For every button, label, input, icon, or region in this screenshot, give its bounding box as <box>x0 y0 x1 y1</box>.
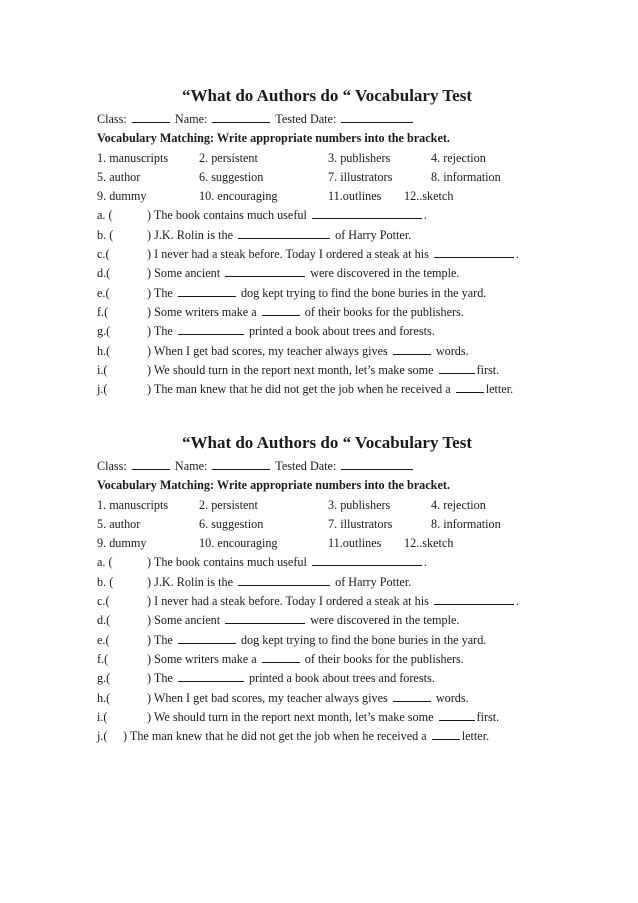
question-letter: b. ( <box>97 227 114 242</box>
answer-blank[interactable] <box>439 709 475 721</box>
question-i <box>97 361 557 380</box>
question-b <box>97 573 557 592</box>
answer-blank[interactable] <box>178 670 244 682</box>
vocab-item: 1. manuscripts <box>97 150 169 165</box>
question-letter: b. ( <box>97 574 114 589</box>
question-text: ) Some writers make a of their books for the publishers. <box>147 651 464 666</box>
question-text: ) The printed a book about trees and forests. <box>147 324 435 339</box>
question-letter: g.( <box>97 324 111 339</box>
answer-blank[interactable] <box>393 690 431 702</box>
question-letter: c.( <box>97 594 110 609</box>
answer-blank[interactable] <box>178 285 236 297</box>
question-text: ) Some ancient were discovered in the temple. <box>147 613 460 628</box>
test-title: “What do Authors do “ Vocabulary Test <box>181 433 473 452</box>
name-label: Name: <box>174 459 208 473</box>
question-h <box>97 342 557 361</box>
vocab-item: 10. encouraging <box>199 189 278 204</box>
question-text: ) The man knew that he did not get the job when he received a letter. <box>147 382 514 397</box>
tested-date-label: Tested Date: <box>275 459 337 473</box>
question-c <box>97 245 557 264</box>
answer-blank[interactable] <box>434 593 514 605</box>
question-g <box>97 669 557 688</box>
answer-blank[interactable] <box>393 343 431 355</box>
question-letter: f.( <box>97 304 109 319</box>
question-h <box>97 689 557 708</box>
question-letter: i.( <box>97 362 108 377</box>
vocab-item: 1. manuscripts <box>97 497 169 512</box>
vocab-item: 5. author <box>97 516 141 531</box>
question-j <box>97 727 557 746</box>
instruction-text: Vocabulary Matching: Write appropriate numbers into the bracket. <box>97 478 450 493</box>
answer-blank[interactable] <box>225 265 305 277</box>
answer-blank[interactable] <box>238 574 330 586</box>
answer-blank[interactable] <box>178 632 236 644</box>
vocab-item: 7. illustrators <box>328 516 393 531</box>
vocab-item: 9. dummy <box>97 189 147 204</box>
student-info-line <box>97 457 557 476</box>
answer-blank[interactable] <box>456 381 484 393</box>
vocab-row <box>97 515 557 534</box>
question-text: ) I never had a steak before. Today I ordered a steak at his . <box>147 247 519 262</box>
question-letter: c.( <box>97 247 110 262</box>
question-letter: j.( <box>97 382 108 397</box>
question-text: ) I never had a steak before. Today I ordered a steak at his . <box>147 594 519 609</box>
vocab-row <box>97 534 557 553</box>
tested-date-blank[interactable] <box>341 458 413 470</box>
vocab-item: 7. illustrators <box>328 169 393 184</box>
answer-blank[interactable] <box>262 304 300 316</box>
question-a <box>97 206 557 225</box>
vocab-row <box>97 168 557 187</box>
question-letter: h.( <box>97 690 111 705</box>
question-text: ) We should turn in the report next month, let’s make some first. <box>147 709 500 724</box>
question-text: ) The man knew that he did not get the job when he received a letter. <box>123 729 490 744</box>
vocabulary-test-1 <box>97 84 557 399</box>
question-letter: f.( <box>97 651 109 666</box>
vocab-item: 12..sketch <box>404 536 454 551</box>
question-d <box>97 611 557 630</box>
question-f <box>97 303 557 322</box>
question-text: ) When I get bad scores, my teacher always gives words. <box>147 343 469 358</box>
answer-blank[interactable] <box>312 554 422 566</box>
vocab-item: 11.outlines <box>328 536 382 551</box>
question-letter: h.( <box>97 343 111 358</box>
question-letter: e.( <box>97 285 110 300</box>
vocab-item: 4. rejection <box>431 150 486 165</box>
name-blank[interactable] <box>212 111 270 123</box>
class-label: Class: <box>97 112 127 126</box>
question-text: ) The dog kept trying to find the bone buries in the yard. <box>147 285 487 300</box>
instruction-text: Vocabulary Matching: Write appropriate numbers into the bracket. <box>97 131 450 146</box>
answer-blank[interactable] <box>225 612 305 624</box>
vocab-item: 3. publishers <box>328 497 391 512</box>
question-letter: i.( <box>97 709 108 724</box>
question-g <box>97 322 557 341</box>
question-j <box>97 380 557 399</box>
question-c <box>97 592 557 611</box>
tested-date-label: Tested Date: <box>275 112 337 126</box>
vocab-row <box>97 149 557 168</box>
question-text: ) J.K. Rolin is the of Harry Potter. <box>147 227 412 242</box>
answer-blank[interactable] <box>434 246 514 258</box>
test-title: “What do Authors do “ Vocabulary Test <box>181 86 473 105</box>
question-letter: d.( <box>97 613 111 628</box>
question-letter: a. ( <box>97 555 113 570</box>
vocab-item: 2. persistent <box>199 150 258 165</box>
question-letter: e.( <box>97 632 110 647</box>
vocab-item: 8. information <box>431 516 501 531</box>
name-label: Name: <box>174 112 208 126</box>
class-blank[interactable] <box>132 458 170 470</box>
question-text: ) Some ancient were discovered in the temple. <box>147 266 460 281</box>
question-letter: d.( <box>97 266 111 281</box>
class-label: Class: <box>97 459 127 473</box>
vocab-item: 3. publishers <box>328 150 391 165</box>
question-text: ) The dog kept trying to find the bone buries in the yard. <box>147 632 487 647</box>
vocab-row <box>97 187 557 206</box>
question-text: ) We should turn in the report next month, let’s make some first. <box>147 362 500 377</box>
question-a <box>97 553 557 572</box>
answer-blank[interactable] <box>432 728 460 740</box>
name-blank[interactable] <box>212 458 270 470</box>
question-text: ) The book contains much useful . <box>147 555 427 570</box>
vocab-item: 11.outlines <box>328 189 382 204</box>
vocabulary-test-2 <box>97 431 557 746</box>
answer-blank[interactable] <box>312 207 422 219</box>
vocab-item: 2. persistent <box>199 497 258 512</box>
answer-blank[interactable] <box>238 227 330 239</box>
vocab-item: 4. rejection <box>431 497 486 512</box>
question-e <box>97 284 557 303</box>
vocab-item: 8. information <box>431 169 501 184</box>
vocab-item: 10. encouraging <box>199 536 278 551</box>
question-text: ) The book contains much useful . <box>147 208 427 223</box>
answer-blank[interactable] <box>262 651 300 663</box>
vocab-item: 6. suggestion <box>199 169 264 184</box>
question-text: ) Some writers make a of their books for the publishers. <box>147 304 464 319</box>
answer-blank[interactable] <box>178 323 244 335</box>
question-letter: j.( <box>97 729 108 744</box>
answer-blank[interactable] <box>439 362 475 374</box>
question-i <box>97 708 557 727</box>
class-blank[interactable] <box>132 111 170 123</box>
question-text: ) When I get bad scores, my teacher always gives words. <box>147 690 469 705</box>
question-letter: g.( <box>97 671 111 686</box>
question-d <box>97 264 557 283</box>
vocab-item: 6. suggestion <box>199 516 264 531</box>
question-f <box>97 650 557 669</box>
vocab-item: 5. author <box>97 169 141 184</box>
question-text: ) J.K. Rolin is the of Harry Potter. <box>147 574 412 589</box>
tested-date-blank[interactable] <box>341 111 413 123</box>
question-letter: a. ( <box>97 208 113 223</box>
vocab-item: 12..sketch <box>404 189 454 204</box>
question-b <box>97 226 557 245</box>
vocab-row <box>97 496 557 515</box>
vocab-item: 9. dummy <box>97 536 147 551</box>
question-text: ) The printed a book about trees and forests. <box>147 671 435 686</box>
question-e <box>97 631 557 650</box>
student-info-line <box>97 110 557 129</box>
